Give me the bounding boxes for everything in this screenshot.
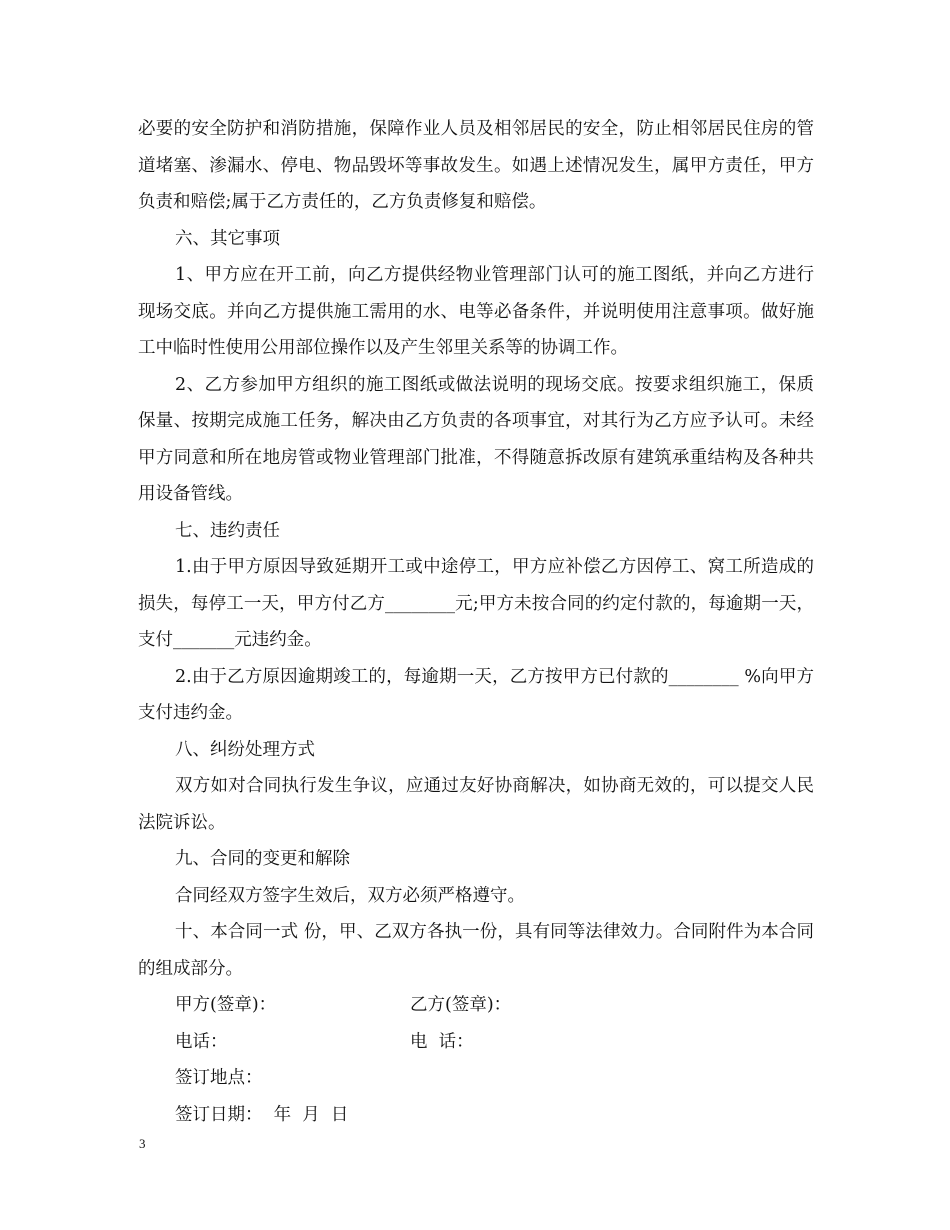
signature-row-phones	[138, 1024, 814, 1061]
paragraph-clause-6-2: 2、乙方参加甲方组织的施工图纸或做法说明的现场交底。按要求组织施工，保质保量、按期完成施工任务，解决由乙方负责的各项事宜，对其行为乙方应予认可。未经甲方同意和所在地房管或物业管理部门批准，不得随意拆改原有建筑承重结构及各种共用设备管线。	[138, 374, 814, 504]
signing-date-label: 签订日期： 年 月 日	[175, 1104, 349, 1125]
party-b-phone-label: 电 话：	[410, 1031, 474, 1052]
party-b-signature-label: 乙方(签章)：	[410, 995, 512, 1015]
paragraph-change-text: 合同经双方签字生效后，双方必须严格遵守。	[175, 885, 525, 906]
page-number: 3	[139, 1136, 146, 1151]
paragraph-safety-continued: 必要的安全防护和消防措施，保障作业人员及相邻居民的安全，防止相邻居民住房的管道堵塞、渗漏水、停电、物品毁坏等事故发生。如遇上述情况发生，属甲方责任，甲方负责和赔偿;属于乙方责任的，乙方负责修复和赔偿。	[138, 119, 814, 212]
paragraph-clause-6-1: 1、甲方应在开工前，向乙方提供经物业管理部门认可的施工图纸，并向乙方进行现场交底。并向乙方提供施工需用的水、电等必备条件，并说明使用注意事项。做好施工中临时性使用公用部位操作以及产生邻里关系等的协调工作。	[138, 265, 814, 358]
paragraph-clause-10: 十、本合同一式 份，甲、乙双方各执一份，具有同等法律效力。合同附件为本合同的组成部分。	[138, 922, 814, 979]
signature-row-place	[138, 1060, 814, 1097]
section-heading-breach-liability: 七、违约责任	[175, 520, 280, 541]
paragraph-dispute-text: 双方如对合同执行发生争议，应通过友好协商解决，如协商无效的，可以提交人民法院诉讼。	[138, 776, 814, 833]
signature-row-parties	[138, 987, 814, 1024]
party-a-signature-label: 甲方(签章)：	[175, 995, 277, 1015]
paragraph-clause-7-2: 2.由于乙方原因逾期竣工的，每逾期一天，乙方按甲方已付款的________ %向甲方支付违约金。	[138, 666, 814, 723]
document-body	[138, 111, 814, 1133]
signature-row-date	[138, 1097, 814, 1134]
signing-place-label: 签订地点：	[175, 1068, 263, 1088]
party-a-phone-label: 电话：	[175, 1031, 228, 1052]
section-heading-other-matters: 六、其它事项	[175, 228, 280, 249]
section-heading-dispute-resolution: 八、纠纷处理方式	[175, 739, 315, 760]
paragraph-clause-7-1: 1.由于甲方原因导致延期开工或中途停工，甲方应补偿乙方因停工、窝工所造成的损失，每停工一天，甲方付乙方________元;甲方未按合同的约定付款的，每逾期一天，支付_______元违约金。	[138, 557, 814, 650]
section-heading-change-termination: 九、合同的变更和解除	[175, 849, 350, 869]
